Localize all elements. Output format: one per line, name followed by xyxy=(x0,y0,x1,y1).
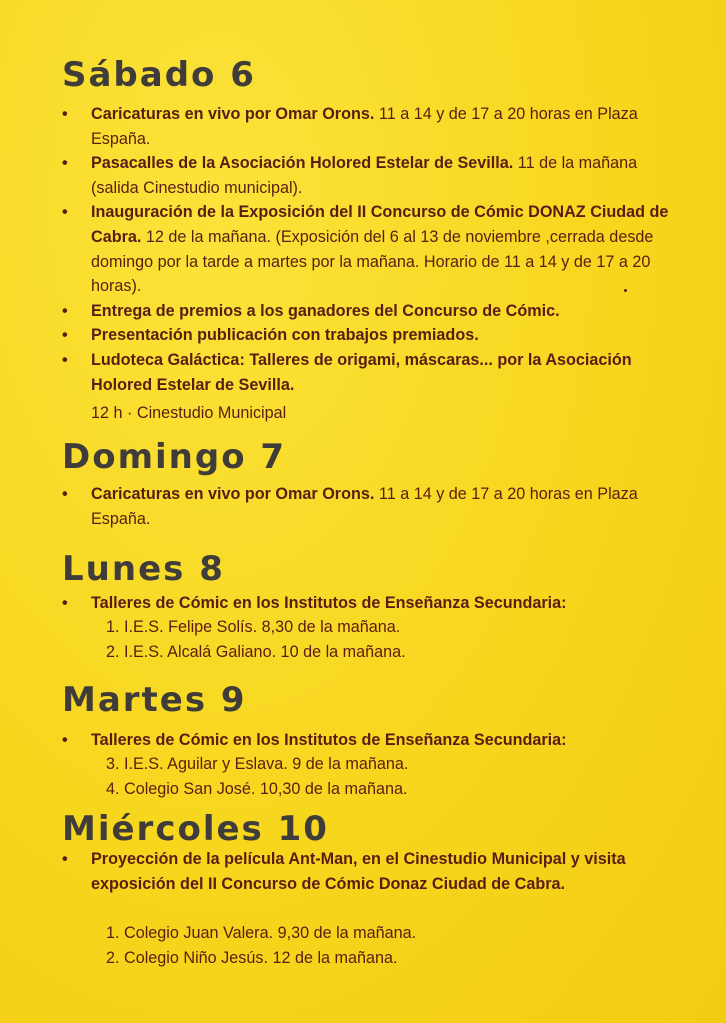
list-item xyxy=(62,591,672,616)
list-item xyxy=(62,323,672,348)
item-detail: 11 de la mañana (salida Cinestudio municipal). xyxy=(91,154,638,197)
lunes-list xyxy=(62,591,672,616)
item-title: Caricaturas en vivo por Omar Orons. xyxy=(91,485,375,503)
numbered-item: 2. I.E.S. Alcalá Galiano. 10 de la mañana. xyxy=(106,642,406,661)
list-item xyxy=(62,728,672,753)
list-item xyxy=(62,847,672,896)
numbered-item: 2. Colegio Niño Jesús. 12 de la mañana. xyxy=(106,948,398,967)
list-item xyxy=(62,299,672,324)
lunes-numbered-list xyxy=(106,615,406,664)
miercoles-list xyxy=(62,847,672,896)
list-item xyxy=(62,151,672,200)
item-detail: 11 a 14 y de 17 a 20 horas en Plaza España. xyxy=(91,485,638,528)
martes-numbered-list xyxy=(106,752,408,801)
list-item xyxy=(62,348,672,397)
list-item xyxy=(62,102,672,151)
sabado-note: 12 h · Cinestudio Municipal xyxy=(91,404,287,422)
martes-list xyxy=(62,728,672,753)
item-title: Presentación publicación con trabajos premiados. xyxy=(91,326,479,345)
day-heading-martes: Martes 9 xyxy=(62,680,247,720)
item-title: Inauguración de la Exposición del II Concurso de Cómic DONAZ Ciudad de Cabra. xyxy=(91,203,669,246)
numbered-item: 1. I.E.S. Felipe Solís. 8,30 de la mañana. xyxy=(106,618,401,636)
day-heading-lunes: Lunes 8 xyxy=(62,549,225,589)
day-heading-sabado: Sábado 6 xyxy=(62,55,256,95)
item-detail: 12 de la mañana. (Exposición del 6 al 13 de noviembre ,cerrada desde domingo por la tarde a martes por la mañana. Horario de 11 a 14 y de 17 a 20 horas). xyxy=(91,227,654,296)
item-title: Talleres de Cómic en los Institutos de Enseñanza Secundaria: xyxy=(91,731,567,749)
item-title: Entrega de premios a los ganadores del Concurso de Cómic. xyxy=(91,301,560,320)
day-heading-domingo: Domingo 7 xyxy=(62,437,287,477)
numbered-item: 1. Colegio Juan Valera. 9,30 de la mañana. xyxy=(106,924,417,942)
item-detail: 11 a 14 y de 17 a 20 horas en Plaza España. xyxy=(91,105,638,148)
domingo-list xyxy=(62,482,672,531)
miercoles-numbered-list xyxy=(106,921,416,970)
item-title: Proyección de la película Ant-Man, en el Cinestudio Municipal y visita exposición del II Concurso de Cómic Donaz Ciudad de Cabra. xyxy=(91,850,626,893)
list-item xyxy=(62,482,672,531)
sabado-list xyxy=(62,102,672,397)
item-title: Caricaturas en vivo por Omar Orons. xyxy=(91,105,375,123)
numbered-item: 3. I.E.S. Aguilar y Eslava. 9 de la mañana. xyxy=(106,755,409,773)
item-title: Talleres de Cómic en los Institutos de Enseñanza Secundaria: xyxy=(91,594,567,612)
decorative-dot xyxy=(624,289,627,292)
list-item xyxy=(62,200,672,298)
item-title: Pasacalles de la Asociación Holored Estelar de Sevilla. xyxy=(91,154,514,173)
numbered-item: 4. Colegio San José. 10,30 de la mañana. xyxy=(106,779,408,798)
item-title: Ludoteca Galáctica: Talleres de origami, máscaras... por la Asociación Holored Estelar de Sevilla. xyxy=(91,350,632,394)
day-heading-miercoles: Miércoles 10 xyxy=(62,809,329,849)
